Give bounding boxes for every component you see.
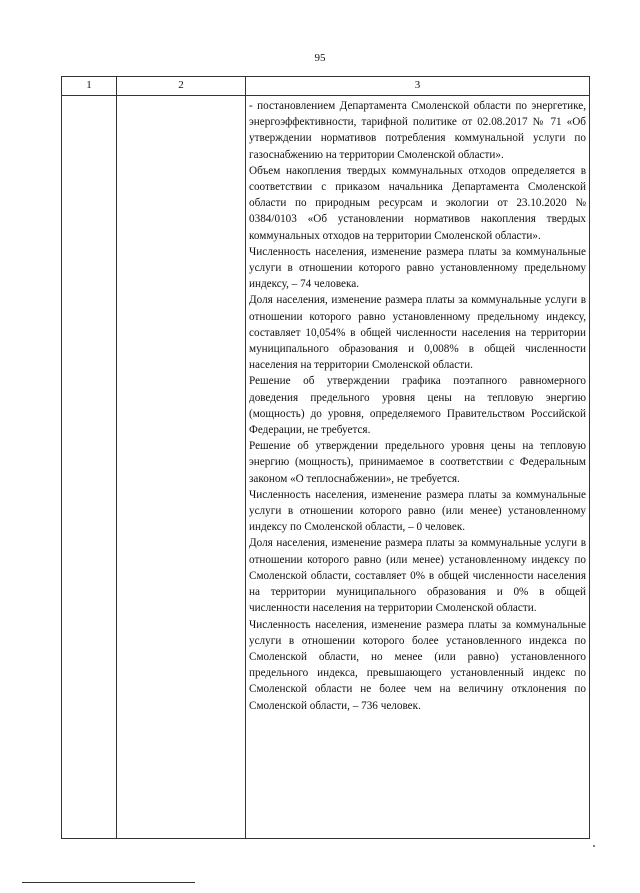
table-header-row bbox=[62, 77, 589, 96]
paragraph-population-above-index: Численность населения, изменение размера платы за коммунальные услуги в отношении которого более установленного индекса по Смоленской области, но менее (или равно) установленного предельного индекса, превышающего установленный индекс по Смоленской области не более чем на величину отклонения по Смоленской области, – 736 человек. bbox=[249, 618, 586, 712]
paragraph-population-equal-limit: Численность населения, изменение размера платы за коммунальные услуги в отношении которого равно установленному предельному индексу, – 74 человека. bbox=[249, 245, 586, 291]
paragraph-population-below-index: Численность населения, изменение размера платы за коммунальные услуги в отношении которого равно (или менее) установленному индексу по Смоленской области, – 0 человек. bbox=[249, 488, 586, 534]
column-header-2: 2 bbox=[178, 79, 184, 91]
paragraph-heat-schedule: Решение об утверждении графика поэтапного равномерного доведения предельного уровня цены на тепловую энергию (мощность) до уровня, определяемого Правительством Российской Федерации, не требуется. bbox=[249, 375, 586, 437]
footnote-rule bbox=[22, 882, 195, 883]
scan-speck bbox=[593, 845, 595, 847]
column-header-3: 3 bbox=[414, 79, 421, 91]
paragraph-share-below-index: Доля населения, изменение размера платы за коммунальные услуги в отношении которого равно (или менее) установленному индексу по Смоленской области, составляет 0% в общей численности населения на территории муниципального образования и 0% в общей численности населения на территории Смоленской области. bbox=[249, 537, 586, 615]
paragraph-heat-price-level: Решение об утверждении предельного уровня цены на тепловую энергию (мощность), принимаемое в соответствии с Федеральным законом «О теплоснабжении», не требуется. bbox=[249, 440, 586, 485]
page-number: 95 bbox=[314, 52, 326, 64]
column-header-1: 1 bbox=[86, 79, 92, 91]
column-3-content bbox=[249, 98, 586, 714]
column-divider-1 bbox=[116, 77, 117, 838]
paragraph-solid-waste: Объем накопления твердых коммунальных отходов определяется в соответствии с приказом начальника Департамента Смоленской области по природным ресурсам и экологии от 23.10.2020 № 0384/0103 «Об установлении нормативов накопления твердых коммунальных отходов на территории Смоленской области». bbox=[249, 164, 586, 242]
paragraph-decree-gas: - постановлением Департамента Смоленской области по энергетике, энергоэффективности, тарифной политике от 02.08.2017 № 71 «Об утверждении нормативов потребления коммунальной услуги по газоснабжению на территории Смоленской области». bbox=[249, 100, 586, 161]
document-table bbox=[61, 76, 590, 839]
paragraph-share-equal-limit: Доля населения, изменение размера платы за коммунальные услуги в отношении которого равно установленному предельному индексу, составляет 10,054% в общей численности населения на территории муниципального образования и 0,008% в общей численности населения на территории Смоленской области. bbox=[249, 294, 586, 372]
column-divider-2 bbox=[245, 77, 246, 838]
